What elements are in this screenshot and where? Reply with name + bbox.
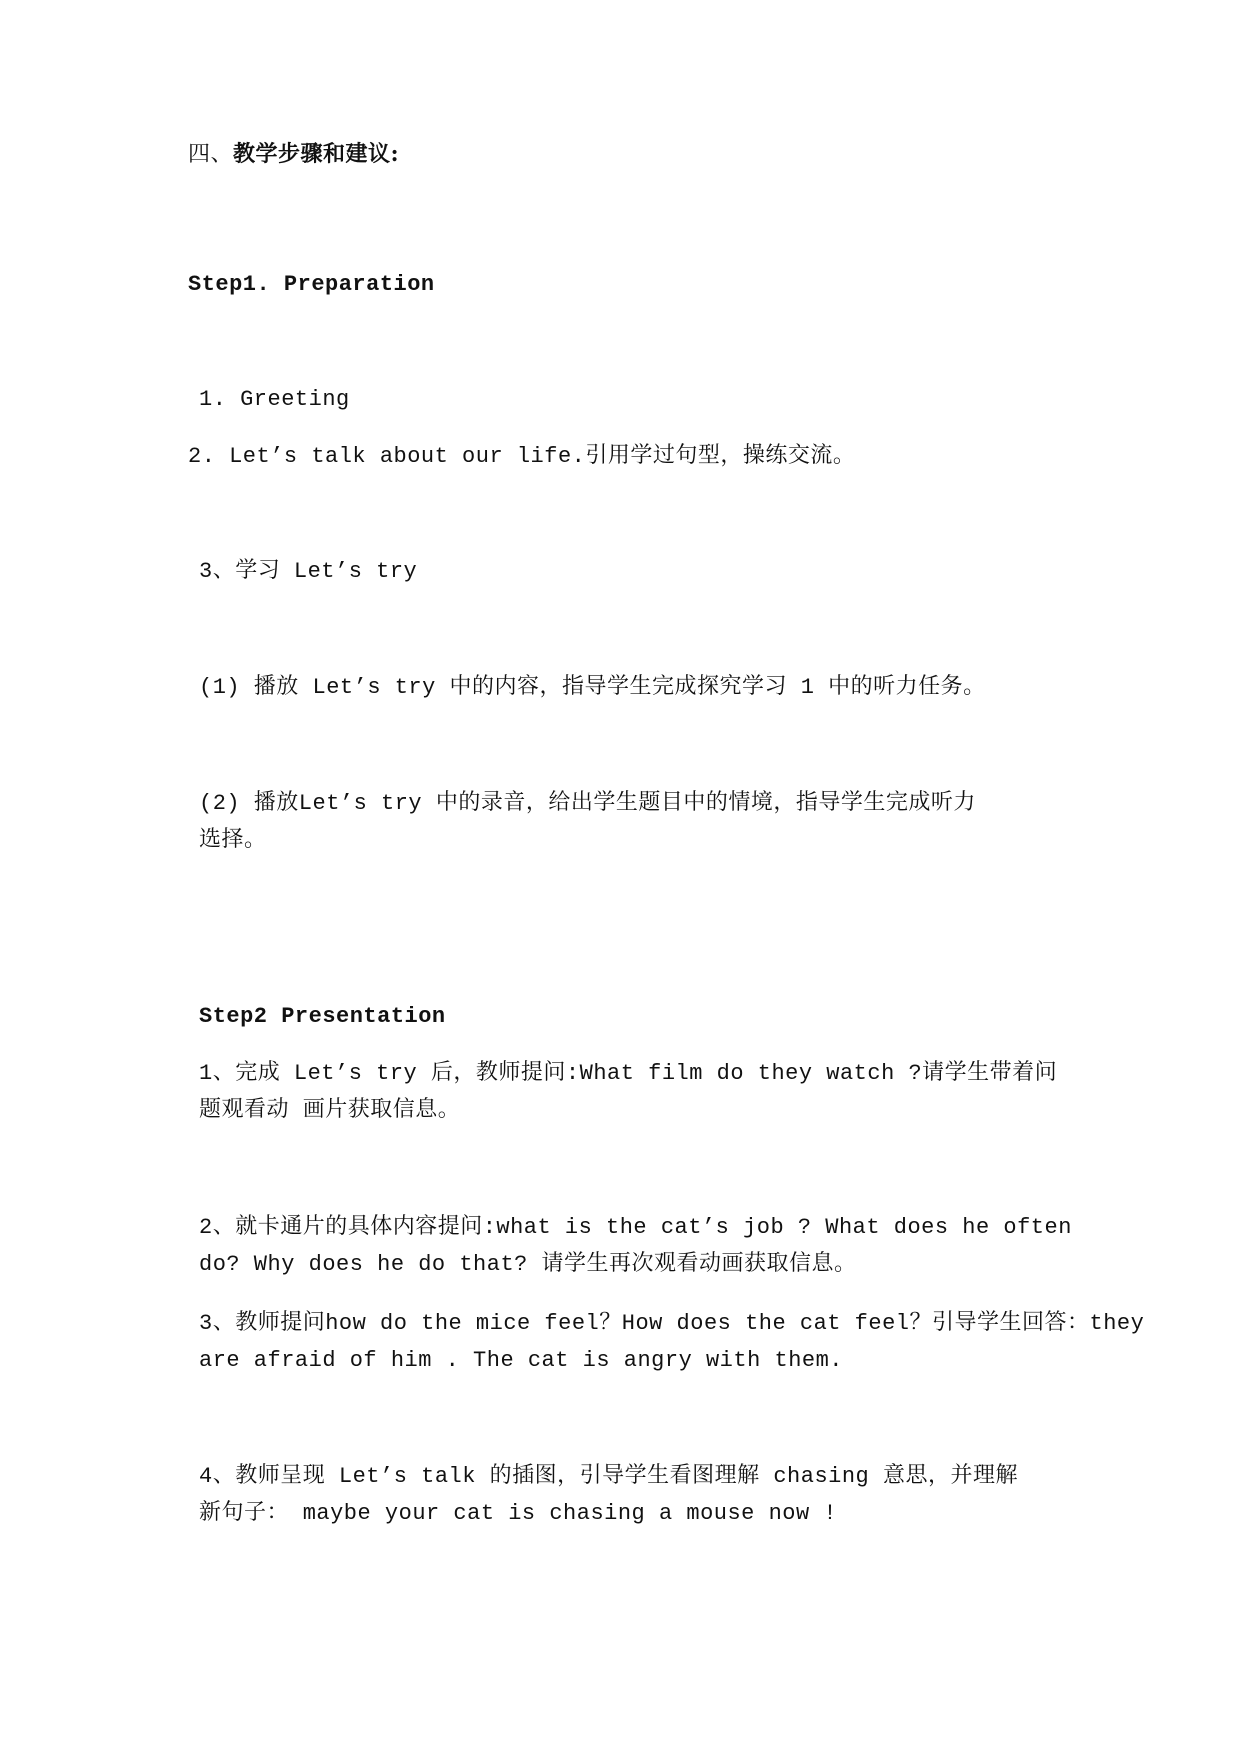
step2-item-4: 4、教师呈现 Let’s talk 的插图，引导学生看图理解 chasing 意思，并理解 [199, 1464, 1018, 1489]
step2-item-3: 3、教师提问how do the mice feel？How does the cat feel？引导学生回答：they [199, 1311, 1145, 1336]
step2-item-1: 1、完成 Let’s try 后，教师提问:What film do they watch ?请学生带着问 [199, 1061, 1058, 1086]
step1-subitem-2-cont: 选择。 [199, 828, 267, 853]
step2-item-2-cont: do? Why does he do that? 请学生再次观看动画获取信息。 [199, 1252, 857, 1277]
step2-item-3-cont: are afraid of him . The cat is angry with them. [199, 1348, 844, 1373]
step2-item-1-cont: 题观看动 画片获取信息。 [199, 1098, 461, 1123]
step1-subitem-1: (1) 播放 Let’s try 中的内容，指导学生完成探究学习 1 中的听力任务。 [199, 675, 986, 700]
step1-subitem-2: (2) 播放Let’s try 中的录音，给出学生题目中的情境，指导学生完成听力 [199, 791, 976, 816]
step2-item-4-cont: 新句子： maybe your cat is chasing a mouse now ! [199, 1501, 838, 1526]
step2-title: Step2 Presentation [199, 1004, 446, 1029]
section-prefix: 四、 [188, 142, 234, 167]
step2-item-2: 2、就卡通片的具体内容提问:what is the cat’s job ? What does he often [199, 1215, 1072, 1240]
step1-item-greeting: 1. Greeting [199, 387, 350, 412]
section-title: 教学步骤和建议: [233, 141, 400, 167]
section-heading [188, 139, 399, 170]
step1-title: Step1. Preparation [188, 272, 435, 297]
step1-item-lets-try: 3、学习 Let’s try [199, 559, 418, 584]
step1-item-talk-life: 2. Let’s talk about our life.引用学过句型，操练交流。 [188, 444, 856, 469]
